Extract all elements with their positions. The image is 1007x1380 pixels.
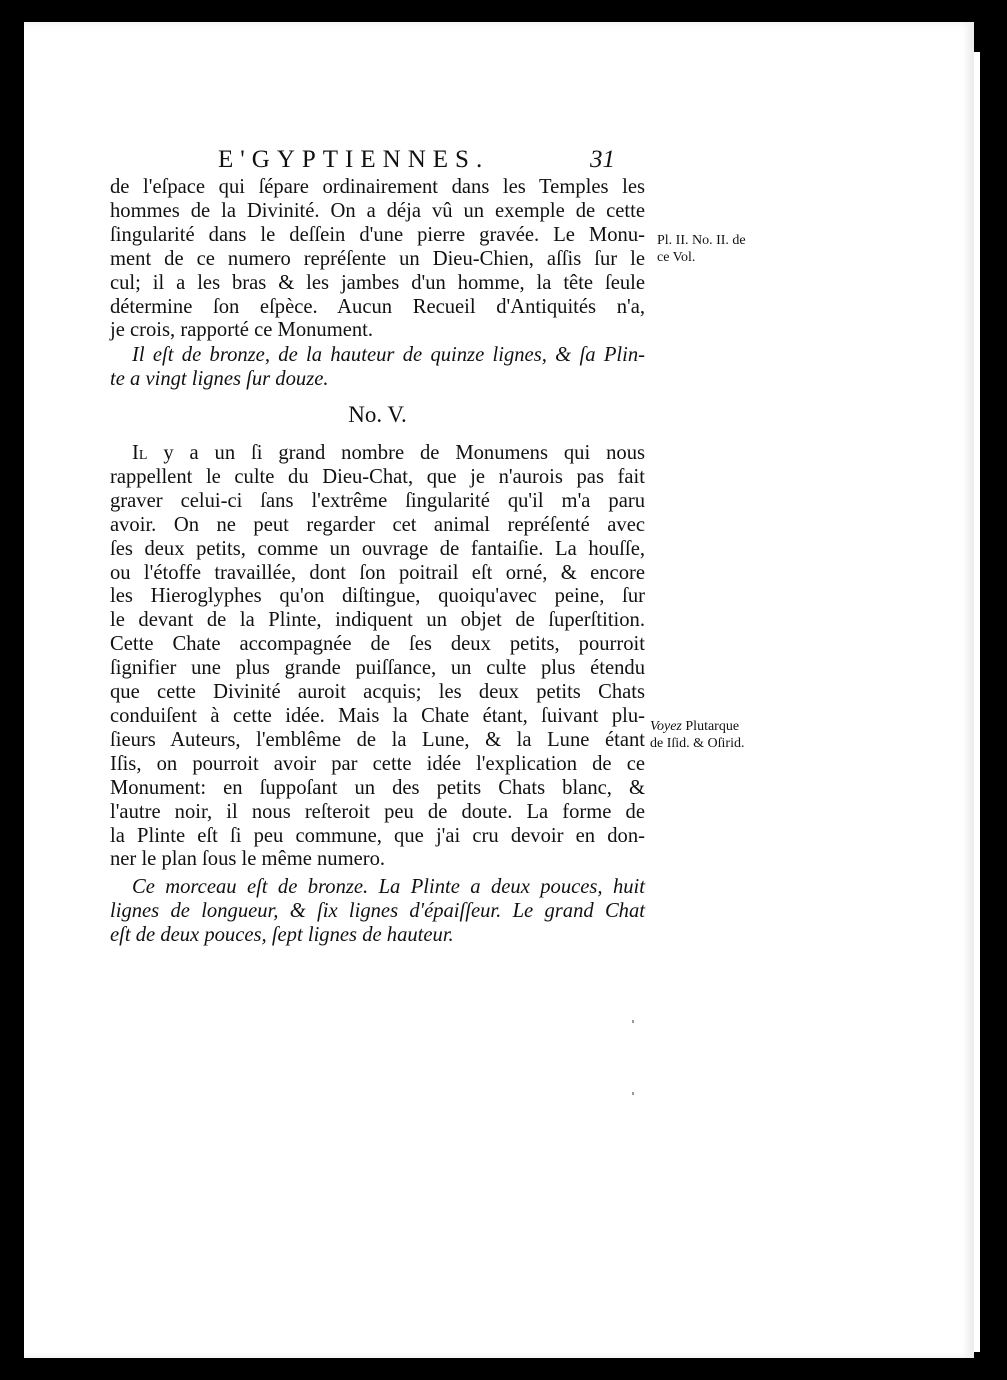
text-line: ou l'étoffe travaillée, dont ſon poitrail eſt orné, & encore	[110, 561, 645, 584]
text-line: que cette Divinité auroit acquis; les deux petits Chats	[110, 681, 645, 704]
caption-line: Ce morceau eſt de bronze. La Plinte a deux pouces, huit	[132, 876, 645, 898]
text-line: je crois, rapporté ce Monument.	[110, 319, 374, 342]
margin-note-line: ce Vol.	[657, 250, 696, 265]
text-line: avoir. On ne peut regarder cet animal repréſenté avec	[110, 513, 645, 536]
text-line: les Hieroglyphes qu'on diſtingue, quoiqu'avec peine, ſur	[110, 585, 645, 608]
text-line: Monument: en ſuppoſant un des petits Chats blanc, &	[110, 776, 645, 799]
margin-note-text: Plutarque	[685, 719, 740, 734]
drop-word: Il	[132, 442, 148, 464]
text-line: détermine ſon eſpèce. Aucun Recueil d'Antiquités n'a,	[110, 295, 645, 318]
text-line: ſieurs Auteurs, l'emblême de la Lune, & la Lune étant	[110, 728, 645, 751]
page-number: 31	[590, 146, 615, 173]
text-line-first	[110, 442, 645, 466]
margin-note-plutarch	[650, 718, 745, 752]
text-line: de l'eſpace qui ſépare ordinairement dans les Temples les	[110, 176, 645, 198]
margin-note-plate-ref	[657, 232, 746, 266]
first-line-rest: y a un ſi grand nombre de Monumens qui nous	[163, 442, 646, 464]
text-line: cul; il a les bras & les jambes d'un homme, la tête ſeule	[110, 271, 645, 294]
running-title: E'GYPTIENNES.	[218, 146, 490, 173]
text-line: l'autre noir, il nous reſteroit peu de doute. La forme de	[110, 800, 645, 823]
margin-note-line: Pl. II. No. II. de	[657, 233, 746, 248]
text-line: le devant de la Plinte, indiquent un objet de ſuperſtition.	[110, 609, 645, 632]
paragraph-2	[110, 442, 645, 872]
caption-line: eſt de deux pouces, ſept lignes de hauteur.	[110, 923, 454, 946]
text-line: conduiſent à cette idée. Mais la Chate étant, ſuivant plu-	[110, 704, 645, 727]
text-line: rappellent le culte du Dieu-Chat, que je n'aurois pas fait	[110, 465, 645, 488]
caption-2	[110, 876, 645, 948]
text-line: ner le plan ſous le même numero.	[110, 848, 386, 871]
paragraph-1	[110, 176, 645, 343]
text-line: la Plinte eſt ſi peu commune, que j'ai cru devoir en don-	[110, 824, 645, 847]
section-heading: No. V.	[348, 402, 407, 427]
caption-line: te a vingt lignes ſur douze.	[110, 367, 329, 390]
paper-speck	[632, 1020, 634, 1023]
caption-line: Il eſt de bronze, de la hauteur de quinze lignes, & ſa Plin-	[132, 344, 645, 366]
caption-1	[110, 344, 645, 392]
text-line: hommes de la Divinité. On a déja vû un exemple de cette	[110, 199, 645, 222]
caption-line: lignes de longueur, & ſix lignes d'épaiſſeur. Le grand Chat	[110, 899, 645, 922]
text-line: ſes deux petits, comme un ouvrage de fantaiſie. La houſſe,	[110, 537, 645, 560]
paper-speck	[632, 1092, 634, 1095]
margin-note-italic: Voyez	[650, 719, 682, 734]
text-line: ſingularité dans le deſſein d'une pierre gravée. Le Monu-	[110, 223, 645, 246]
text-line: Cette Chate accompagnée de ſes deux petits, pourroit	[110, 633, 645, 656]
text-line: graver celui-ci ſans l'extrême ſingularité qu'il m'a paru	[110, 489, 645, 512]
margin-note-line: de Iſid. & Oſirid.	[650, 736, 745, 751]
page-edge	[974, 52, 980, 1352]
text-line: ment de ce numero repréſente un Dieu-Chien, aſſis ſur le	[110, 247, 645, 270]
margin-note-line	[650, 718, 745, 735]
text-line: ſignifier une plus grande puiſſance, un culte plus étendu	[110, 657, 645, 680]
text-line: Iſis, on pourroit avoir par cette idée l'explication de ce	[110, 752, 645, 775]
